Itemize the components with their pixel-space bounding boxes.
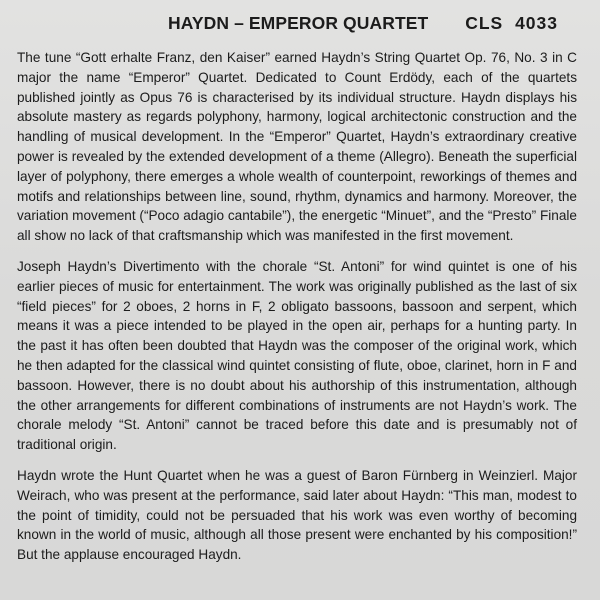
header	[0, 13, 600, 39]
catalog-number: CLS 4033	[465, 13, 558, 33]
paragraph-emperor-quartet: The tune “Gott erhalte Franz, den Kaiser” earned Haydn’s String Quartet Op. 76, No. 3 in C major the name “Emperor” Quartet. Dedicated to Count Erdödy, each of the quartets published jointly as Opus 76 is characterised by its individual structure. Haydn displays his absolute mastery as regards polyphony, harmony, logical architectonic construction and the handling of musical development. In the “Emperor” Quartet, Haydn’s extraordinary creative power is revealed by the extended development of a theme (Allegro). Beneath the superficial layer of polyphony, there emerges a whole wealth of counterpoint, reworkings of themes and motifs and relationships between line, sound, rhythm, dynamics and harmony. Moreover, the variation movement (“Poco adagio cantabile”), the energetic “Minuet”, and the “Presto” Finale all show no lack of that craftsmanship which was manifested in the first movement.	[17, 50, 577, 244]
paragraph-hunt-quartet: Haydn wrote the Hunt Quartet when he was a guest of Baron Fürnberg in Weinzierl. Major Weirach, who was present at the performance, said later about Haydn: “This man, modest to the point of timidity, could not be persuaded that his work was even worthy of becoming known in the world of music, although all those present were enchanted by his composition!” But the applause encouraged Haydn.	[17, 467, 577, 563]
paragraph-divertimento: Joseph Haydn’s Divertimento with the chorale “St. Antoni” for wind quintet is one of his earlier pieces of music for entertainment. The work was originally published as the last of six “field pieces” for 2 oboes, 2 horns in F, 2 obligato bassoons, bassoon and serpent, which means it was a piece intended to be played in the open air, perhaps for a hunting party. In the past it has often been doubted that Haydn was the composer of the original work, which he then adapted for the classical wind quintet consisting of flute, oboe, clarinet, horn in F and bassoon. However, there is no doubt about his authorship of this instrumentation, although the other arrangements for different combinations of instruments are not Haydn’s work. The chorale melody “St. Antoni” cannot be traced before this date and is presumably not of traditional origin.	[17, 258, 577, 453]
liner-notes-body	[17, 48, 577, 576]
album-title: HAYDN – EMPEROR QUARTET	[168, 13, 429, 33]
